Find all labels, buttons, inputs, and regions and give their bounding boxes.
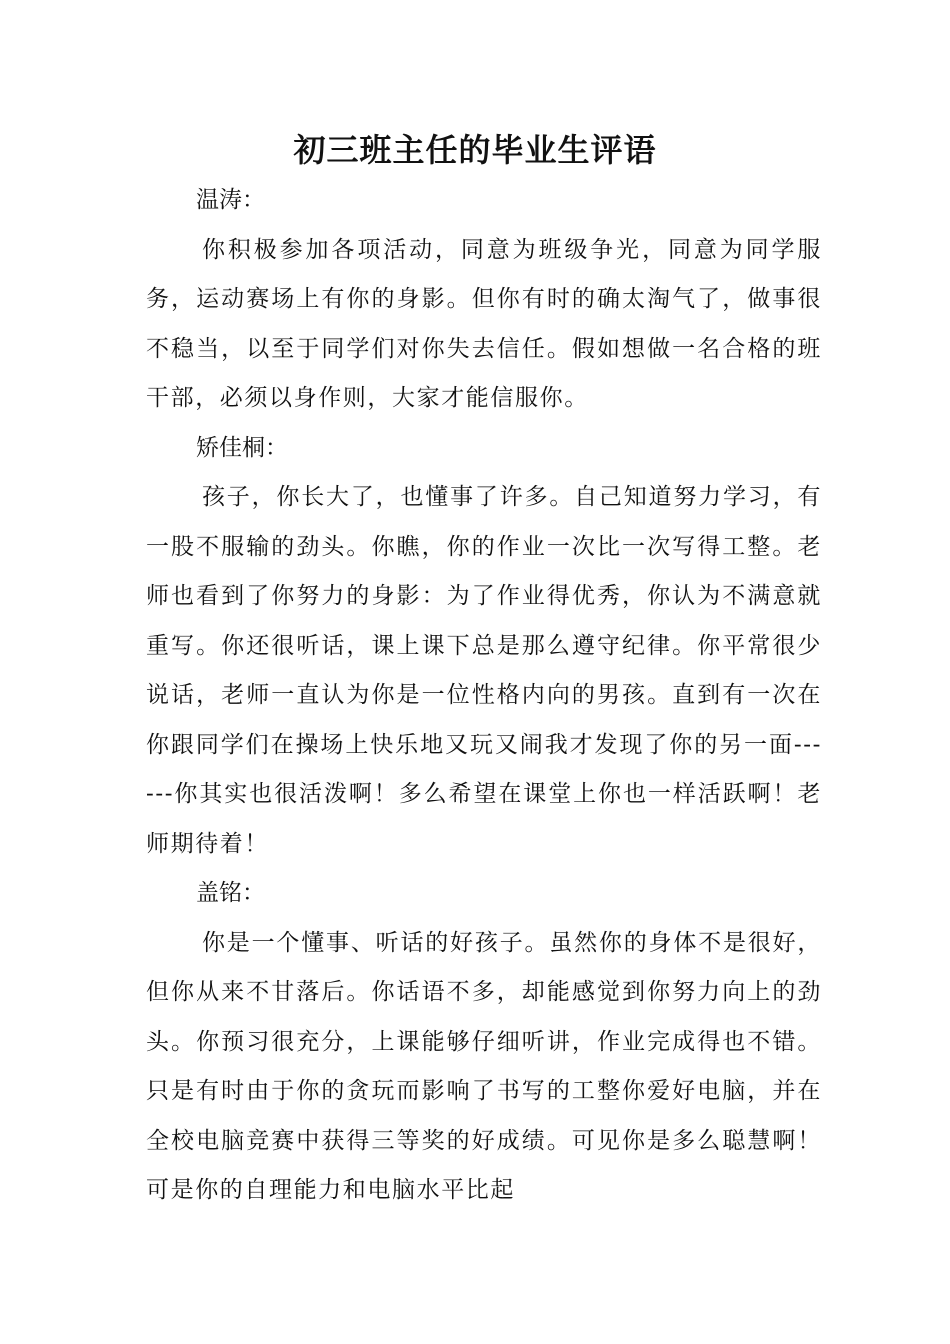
comment-paragraph-jiaojiatong: 孩子，你长大了，也懂事了许多。自己知道努力学习，有一股不服输的劲头。你瞧，你的作业一次比一次写得工整。老师也看到了你努力的身影：为了作业得优秀，你认为不满意就重写。你还很听话，课上课下总是那么遵守纪律。你平常很少说话，老师一直认为你是一位性格内向的男孩。直到有一次在你跟同学们在操场上快乐地又玩又闹我才发现了你的另一面------你其实也很活泼啊！多么希望在课堂上你也一样活跃啊！老师期待着！ — [146, 484, 822, 857]
comment-paragraph-gaiming: 你是一个懂事、听话的好孩子。虽然你的身体不是很好，但你从来不甘落后。你话语不多，却能感觉到你努力向上的劲头。你预习很充分，上课能够仔细听讲，作业完成得也不错。只是有时由于你的贪玩而影响了书写的工整你爱好电脑，并在全校电脑竞赛中获得三等奖的好成绩。可见你是多么聪慧啊！可是你的自理能力和电脑水平比起 — [146, 929, 822, 1203]
document-body — [146, 176, 822, 1216]
student-name-jiaojiatong: 矫佳桐： — [196, 434, 288, 461]
student-name-gaiming: 盖铭： — [196, 880, 265, 906]
student-name-wentao: 温涛： — [196, 187, 265, 213]
comment-paragraph-wentao: 你积极参加各项活动，同意为班级争光，同意为同学服务，运动赛场上有你的身影。但你有时的确太淘气了，做事很不稳当，以至于同学们对你失去信任。假如想做一名合格的班干部，必须以身作则，大家才能信服你。 — [146, 236, 822, 411]
document-title: 初三班主任的毕业生评语 — [293, 131, 657, 169]
